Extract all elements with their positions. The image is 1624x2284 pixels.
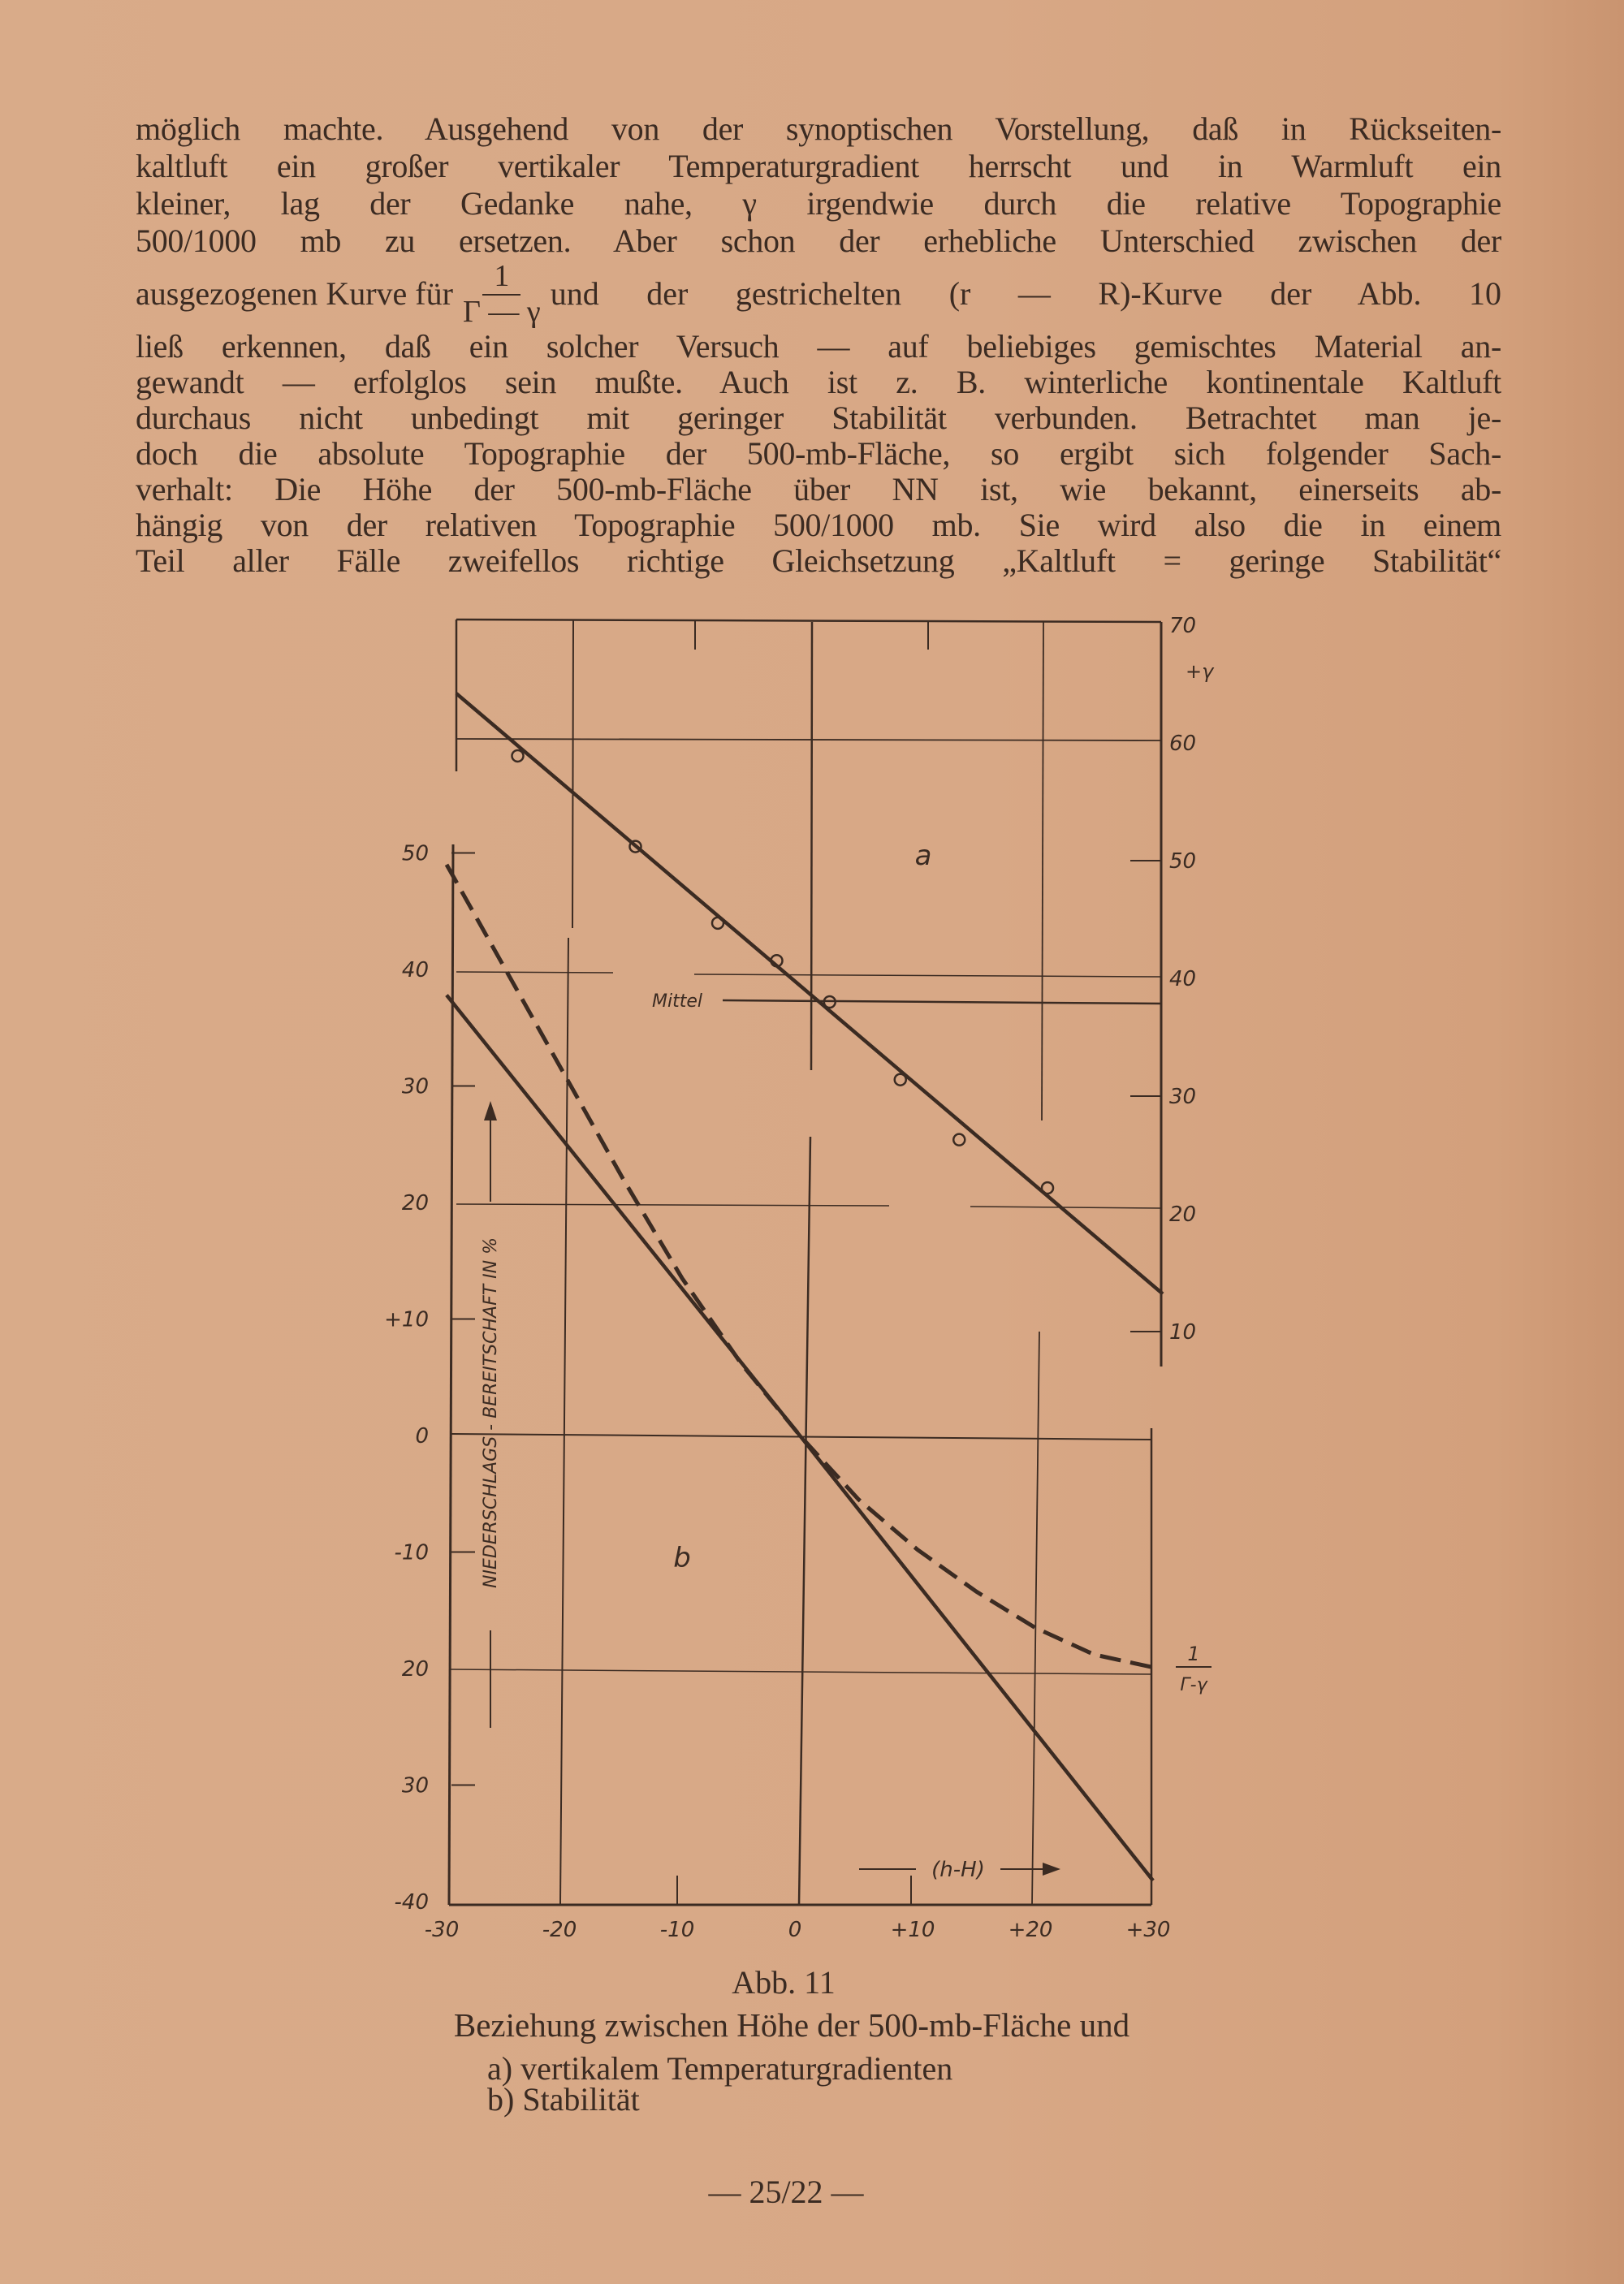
text-line: möglich machte. Ausgehend von der synoptischen Vorstellung, daß in Rückseiten- [136, 110, 1501, 147]
text-line: ließ erkennen, daß ein solcher Versuch — auf beliebiges gemischtes Material an- [136, 328, 1501, 365]
gridline-20 [970, 1207, 1161, 1208]
arrow-right-icon [1043, 1863, 1060, 1876]
x-tick-label: +20 [1008, 1918, 1053, 1942]
left-tick-label: 30 [401, 1074, 429, 1099]
figure-caption-item-a: a) vertikalem Temperaturgradienten [487, 2050, 953, 2087]
data-point [1042, 1182, 1053, 1194]
x-tick-label: -20 [542, 1918, 577, 1942]
gridline-x-minus-20 [572, 620, 573, 928]
arrow-up-icon [484, 1101, 497, 1120]
left-tick-label: 20 [401, 1657, 429, 1682]
panel-label-b: b [673, 1542, 691, 1574]
gridline-40 [694, 974, 1161, 977]
x-tick-label: -10 [659, 1918, 695, 1942]
left-tick-label: +10 [384, 1307, 429, 1332]
mean-line [723, 1000, 1161, 1004]
gridline-right-60 [456, 739, 1161, 740]
data-point [895, 1074, 906, 1086]
text-line: durchaus nicht unbedingt mit geringer Stabilität verbunden. Betrachtet man je- [136, 399, 1501, 436]
gridline-x-plus-20 [1042, 622, 1043, 1120]
x-tick-label: +30 [1125, 1918, 1171, 1942]
data-point [712, 917, 723, 929]
text-line: kleiner, lag der Gedanke nahe, γ irgendwie durch die relative Topographie [136, 185, 1501, 222]
gridline-x-zero [799, 1137, 810, 1905]
fraction-denominator: Γ — γ [462, 295, 541, 329]
left-tick-label: -40 [394, 1890, 429, 1915]
x-tick-label: 0 [788, 1918, 802, 1942]
dashed-curve-label-denominator: Γ-γ [1180, 1675, 1207, 1695]
gridline-20 [456, 1204, 889, 1206]
gridline-minus-20 [451, 1669, 1151, 1674]
text-line: doch die absolute Topographie der 500-mb-Fläche, so ergibt sich folgender Sach- [136, 435, 1501, 472]
text-line: 500/1000 mb zu ersetzen. Aber schon der erhebliche Unterschied zwischen der [136, 222, 1501, 259]
right-tick-label: 50 [1169, 849, 1197, 874]
page-number: — 25/22 — [708, 2174, 864, 2210]
x-tick-label: -30 [424, 1918, 460, 1942]
right-axis-label: +γ [1186, 660, 1214, 683]
x-tick-label: +10 [890, 1918, 935, 1942]
left-tick-label: 0 [415, 1424, 429, 1449]
left-tick-label: 40 [401, 958, 429, 982]
solid-line-b [447, 995, 1153, 1881]
text-line: gewandt — erfolglos sein mußte. Auch ist z. B. winterliche kontinentale Kaltluft [136, 364, 1501, 400]
figure-caption-title: Beziehung zwischen Höhe der 500-mb-Fläche und [453, 2006, 1130, 2044]
text-line: hängig von der relativen Topographie 500/1000 mb. Sie wird also die in einem [136, 507, 1501, 543]
gridline-40 [456, 972, 613, 973]
right-tick-label: 70 [1169, 614, 1197, 638]
figure-number: Abb. 11 [732, 1964, 836, 2001]
figure-caption-item-b: b) Stabilität [487, 2081, 640, 2118]
gridline-x-plus-20 [1032, 1332, 1039, 1905]
frame-top [456, 620, 1161, 622]
gridline-x-zero [811, 622, 812, 1070]
fraction-line-before: ausgezogenen Kurve für [136, 274, 453, 312]
data-point [512, 750, 524, 762]
left-tick-label: 50 [401, 841, 429, 866]
fraction-line-after: und der gestrichelten (r — R)-Kurve der Abb. 10 [550, 274, 1501, 312]
text-line: verhalt: Die Höhe der 500-mb-Fläche über NN ist, wie bekannt, einerseits ab- [136, 471, 1501, 507]
mean-label: Mittel [652, 991, 702, 1012]
data-point [953, 1134, 965, 1146]
right-tick-label: 10 [1169, 1320, 1197, 1345]
right-tick-label: 60 [1169, 732, 1197, 756]
panel-label-a: a [914, 840, 932, 872]
left-axis-label: NIEDERSCHLAGS - BEREITSCHAFT IN % [481, 1237, 501, 1589]
left-tick-label: -10 [394, 1540, 429, 1565]
fraction-numerator: 1 [482, 258, 520, 296]
dashed-curve-label-numerator: 1 [1187, 1643, 1200, 1665]
left-tick-label: 30 [401, 1773, 429, 1798]
text-line: kaltluft ein großer vertikaler Temperaturgradient herrscht und in Warmluft ein [136, 148, 1501, 184]
text-line: Teil aller Fälle zweifellos richtige Gleichsetzung „Kaltluft = geringe Stabilität“ [136, 542, 1501, 579]
right-tick-label: 40 [1169, 967, 1197, 991]
x-axis-label: (h-H) [931, 1858, 985, 1882]
right-tick-label: 20 [1169, 1202, 1197, 1227]
left-tick-label: 20 [401, 1191, 429, 1215]
right-tick-label: 30 [1169, 1085, 1197, 1109]
